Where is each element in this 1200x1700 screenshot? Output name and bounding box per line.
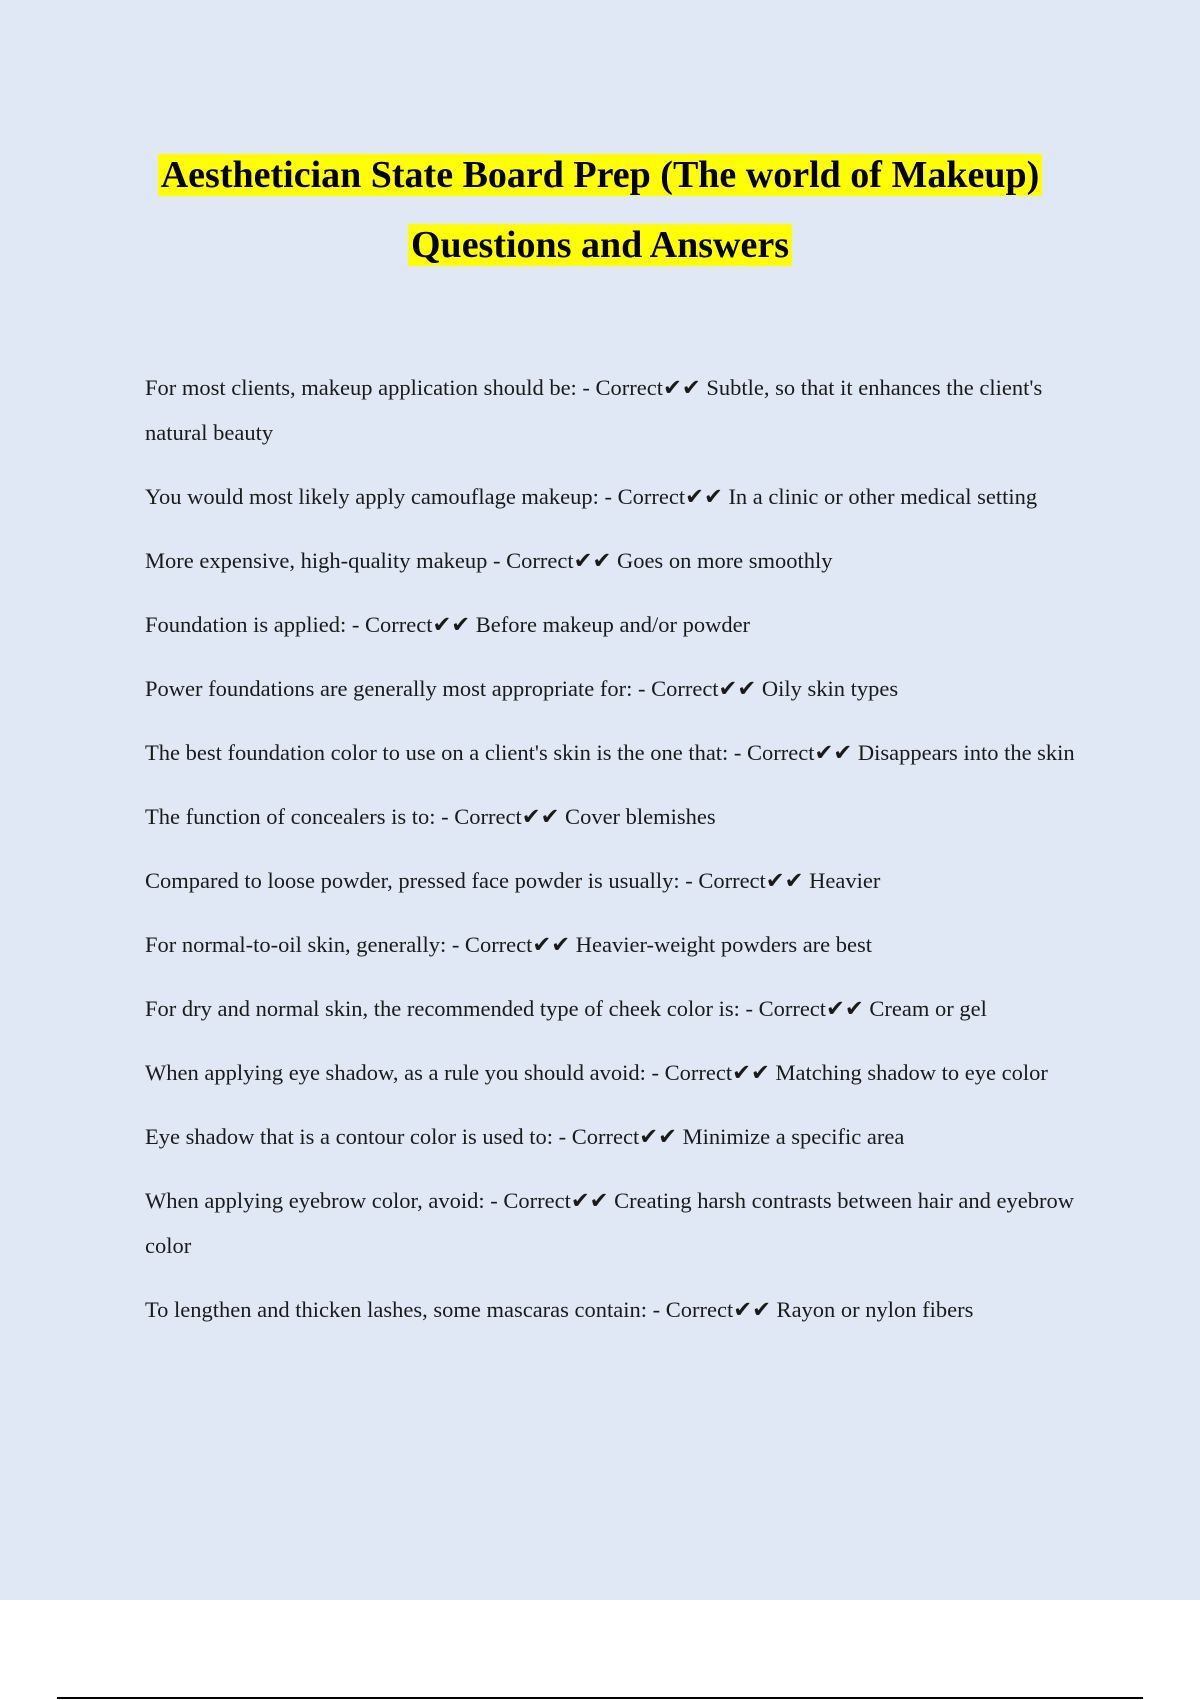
- qa-list: [145, 365, 1080, 1351]
- qa-item: To lengthen and thicken lashes, some mascaras contain: - Correct✔✔ Rayon or nylon fibers: [145, 1297, 974, 1322]
- qa-item: The best foundation color to use on a client's skin is the one that: - Correct✔✔ Disappears into the skin: [145, 740, 1075, 765]
- document-title: [0, 140, 1200, 280]
- qa-item: Eye shadow that is a contour color is used to: - Correct✔✔ Minimize a specific area: [145, 1124, 905, 1149]
- title-line-2-wrap: [0, 210, 1200, 280]
- qa-item: Compared to loose powder, pressed face powder is usually: - Correct✔✔ Heavier: [145, 868, 881, 893]
- qa-item: The function of concealers is to: - Correct✔✔ Cover blemishes: [145, 804, 716, 829]
- title-line-1-wrap: [0, 140, 1200, 210]
- title-line-1: Aesthetician State Board Prep (The world of Makeup): [158, 154, 1043, 196]
- qa-item: When applying eye shadow, as a rule you should avoid: - Correct✔✔ Matching shadow to eye color: [145, 1060, 1048, 1085]
- qa-item: For dry and normal skin, the recommended type of cheek color is: - Correct✔✔ Cream or gel: [145, 996, 987, 1021]
- qa-item: When applying eyebrow color, avoid: - Correct✔✔ Creating harsh contrasts between hair and eyebrow color: [145, 1188, 1074, 1258]
- qa-item: Power foundations are generally most appropriate for: - Correct✔✔ Oily skin types: [145, 676, 899, 701]
- footer-divider: [57, 1697, 1143, 1699]
- qa-item: Foundation is applied: - Correct✔✔ Before makeup and/or powder: [145, 612, 751, 637]
- qa-item: For most clients, makeup application should be: - Correct✔✔ Subtle, so that it enhances the client's natural beauty: [145, 375, 1043, 445]
- title-line-2: Questions and Answers: [408, 224, 792, 266]
- qa-item: For normal-to-oil skin, generally: - Correct✔✔ Heavier-weight powders are best: [145, 932, 873, 957]
- qa-item: You would most likely apply camouflage makeup: - Correct✔✔ In a clinic or other medical setting: [145, 484, 1038, 509]
- qa-item: More expensive, high-quality makeup - Correct✔✔ Goes on more smoothly: [145, 548, 833, 573]
